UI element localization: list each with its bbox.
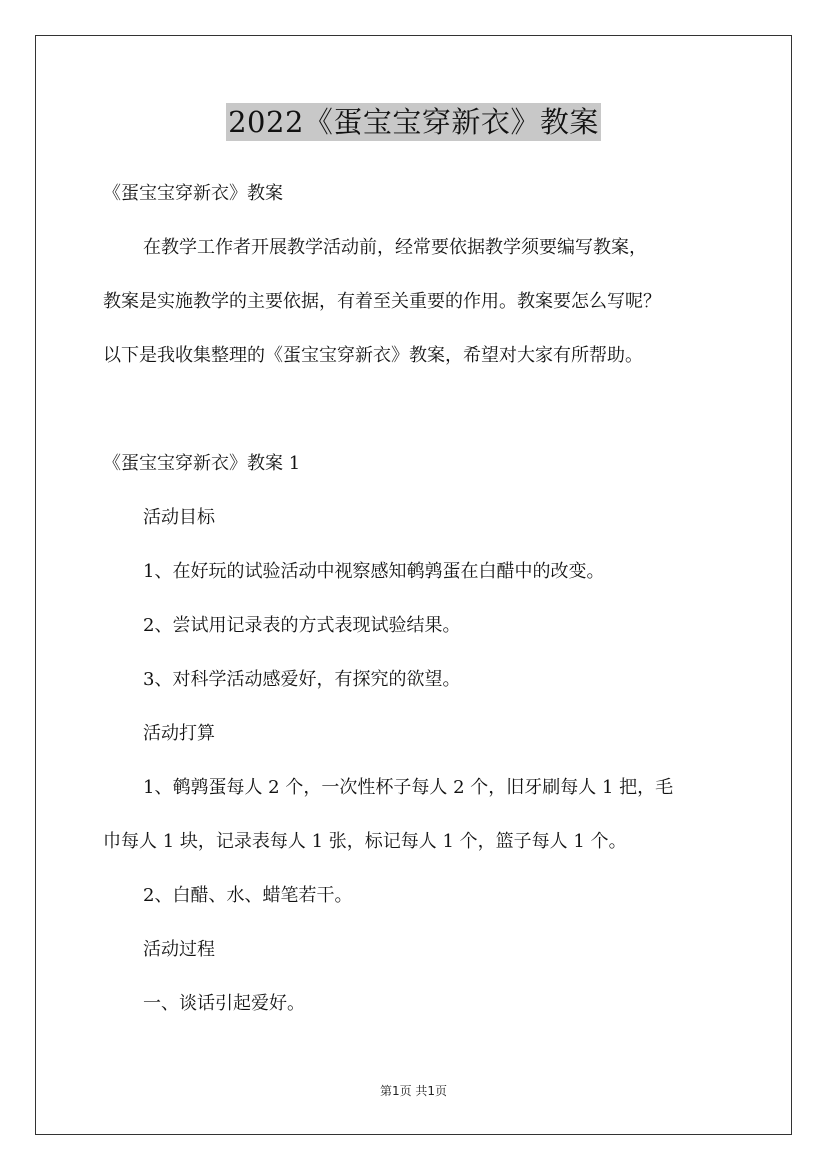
intro-line-2: 教案是实施教学的主要依据，有着至关重要的作用。教案要怎么写呢？ bbox=[103, 291, 661, 312]
goal-item-3: 3、对科学活动感爱好，有探究的欲望。 bbox=[143, 669, 461, 690]
prep-item-1: 1、鹌鹑蛋每人 2 个，一次性杯子每人 2 个，旧牙刷每人 1 把，毛 bbox=[143, 777, 674, 798]
section-title: 《蛋宝宝穿新衣》教案 1 bbox=[103, 453, 301, 474]
goal-heading: 活动目标 bbox=[143, 507, 215, 528]
prep-item-1-cont: 巾每人 1 块，记录表每人 1 张，标记每人 1 个，篮子每人 1 个。 bbox=[103, 831, 627, 852]
document-subtitle: 《蛋宝宝穿新衣》教案 bbox=[103, 183, 283, 204]
page-footer: 第1页 共1页 bbox=[379, 1084, 448, 1098]
prep-item-2: 2、白醋、水、蜡笔若干。 bbox=[143, 885, 353, 906]
prep-heading: 活动打算 bbox=[143, 723, 215, 744]
goal-item-1: 1、在好玩的试验活动中视察感知鹌鹑蛋在白醋中的改变。 bbox=[143, 561, 605, 582]
process-heading: 活动过程 bbox=[143, 939, 215, 960]
process-item-1: 一、谈话引起爱好。 bbox=[143, 993, 305, 1014]
intro-line-3: 以下是我收集整理的《蛋宝宝穿新衣》教案，希望对大家有所帮助。 bbox=[103, 345, 643, 366]
document-title: 2022《蛋宝宝穿新衣》教案 bbox=[228, 105, 599, 139]
intro-line-1: 在教学工作者开展教学活动前，经常要依据教学须要编写教案， bbox=[143, 237, 647, 258]
title-container bbox=[0, 103, 827, 141]
goal-item-2: 2、尝试用记录表的方式表现试验结果。 bbox=[143, 615, 461, 636]
